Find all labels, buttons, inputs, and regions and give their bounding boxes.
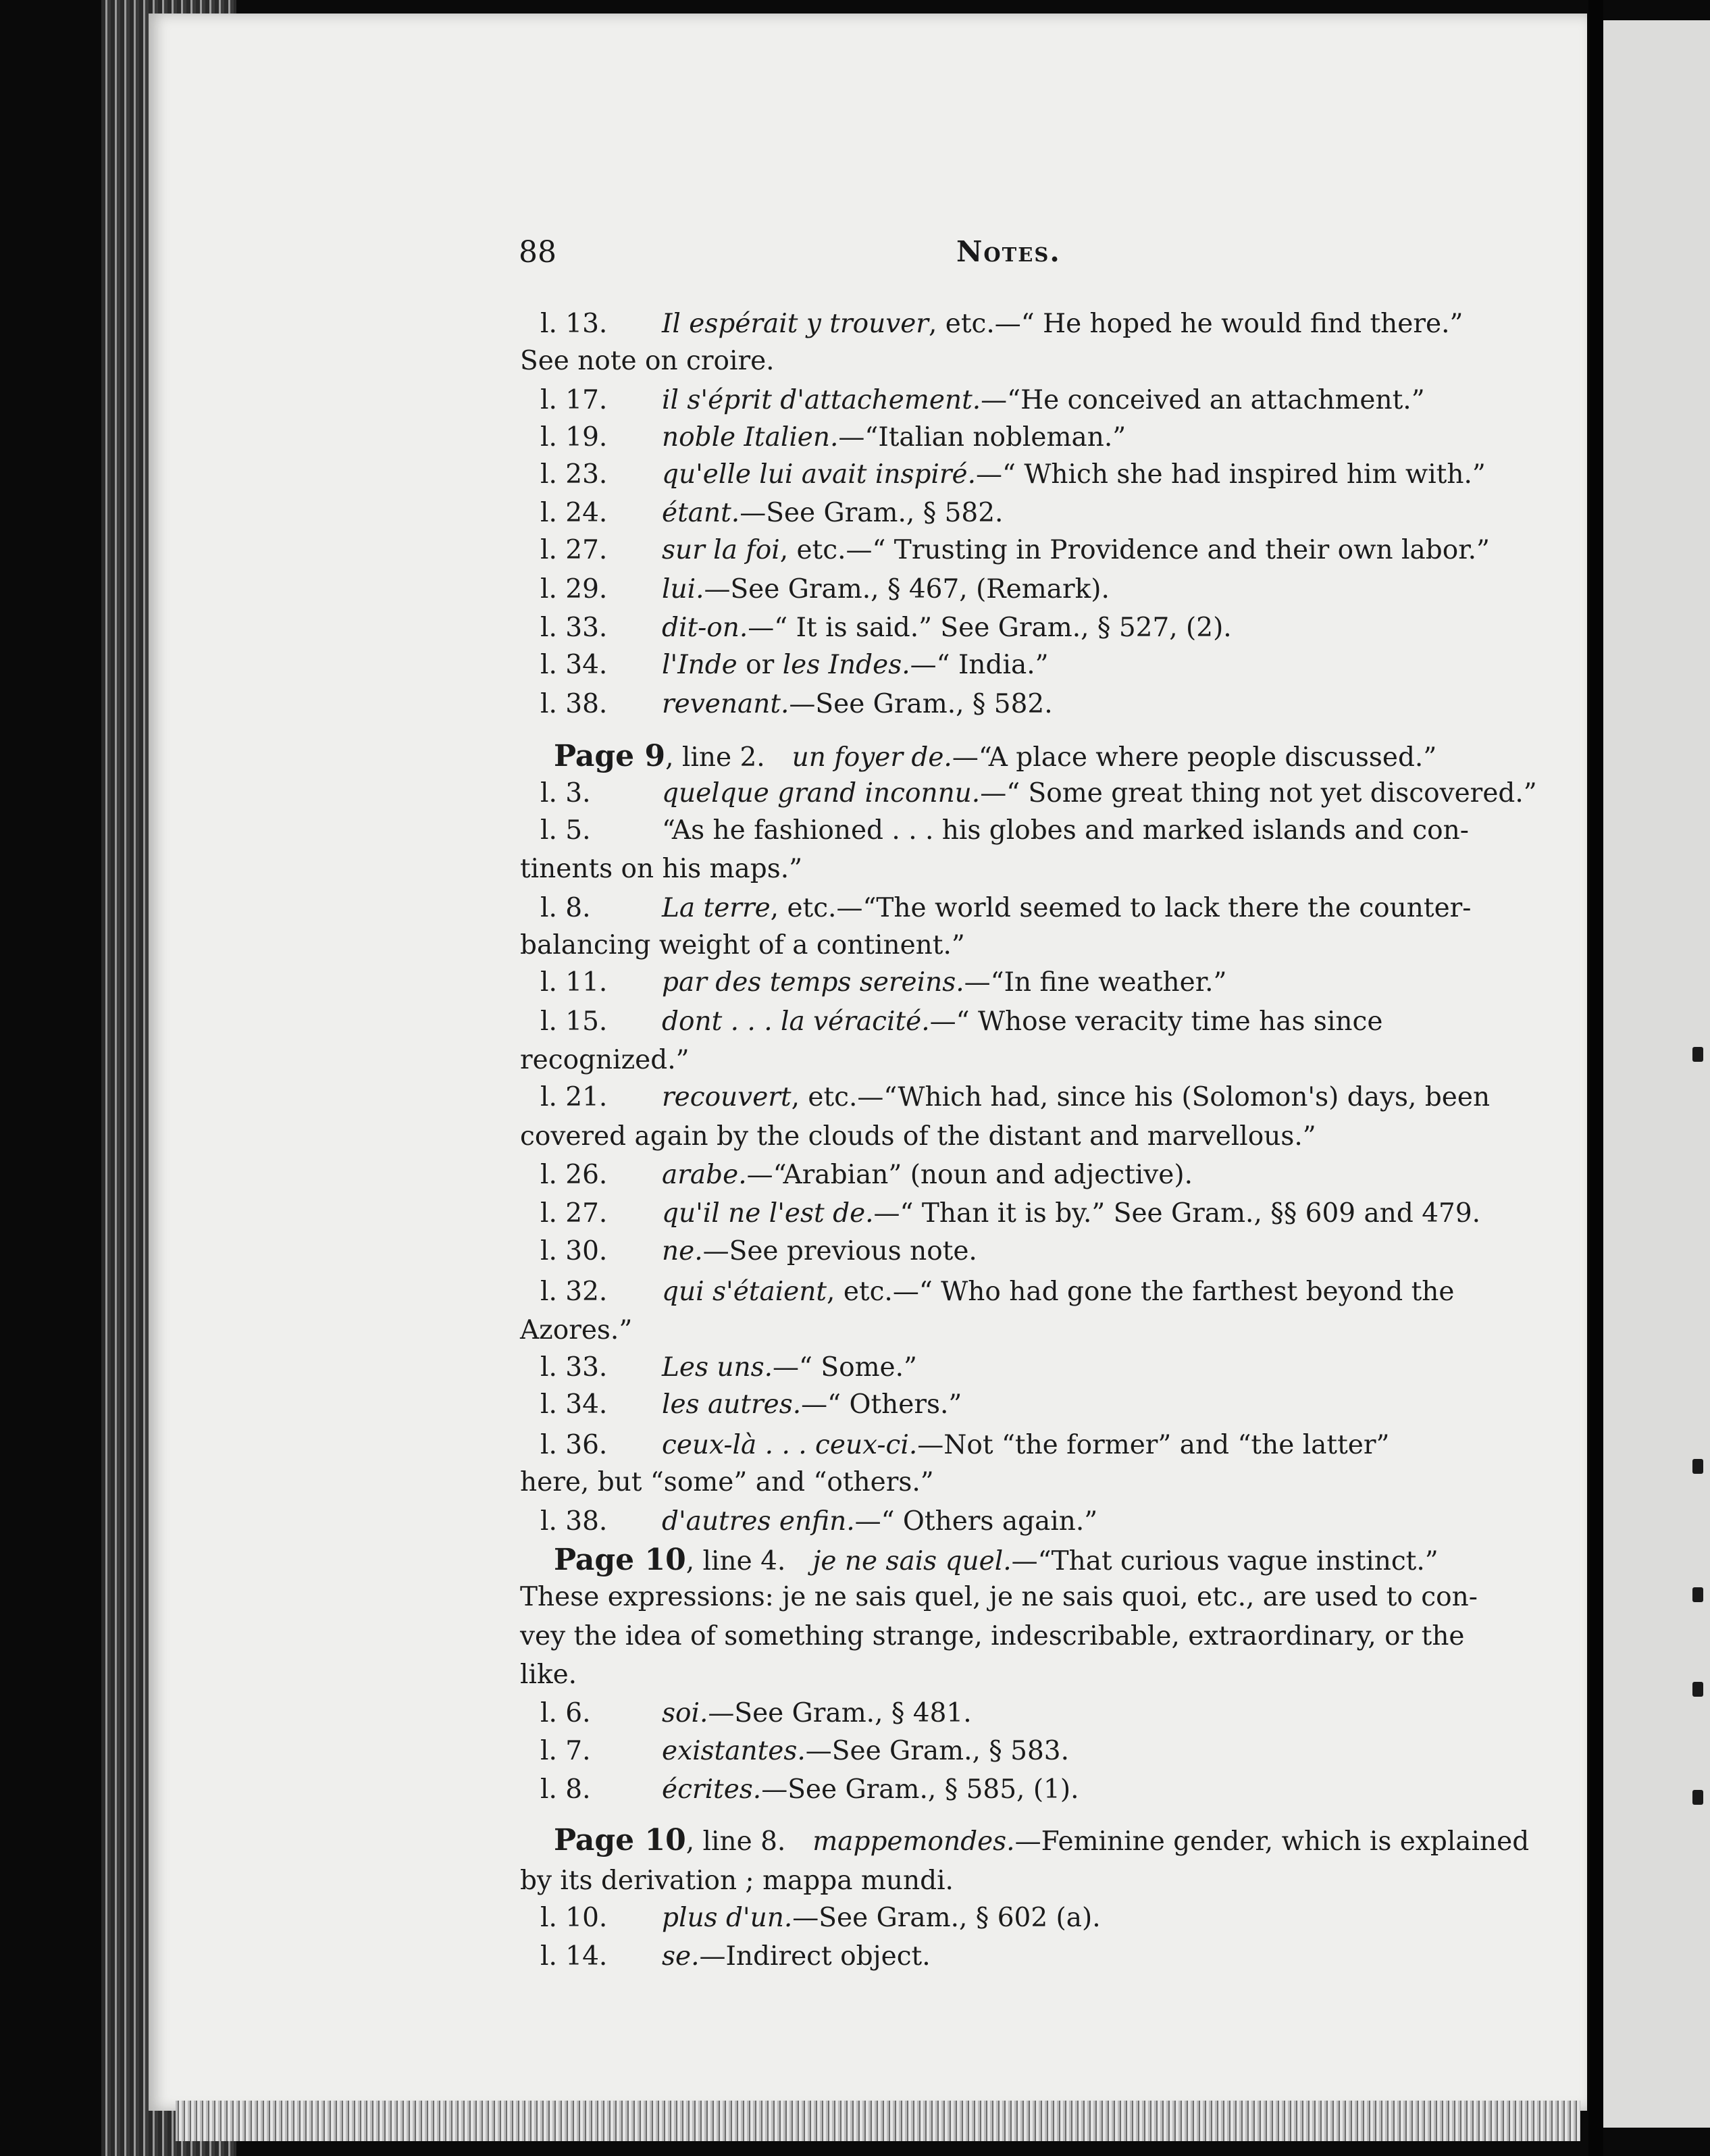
note-continuation — [520, 1120, 1513, 1154]
note-line — [540, 1005, 1533, 1039]
french-phrase: sur la foi — [662, 535, 780, 565]
note-gloss: —See Gram., § 583. — [805, 1736, 1070, 1766]
note-continuation — [520, 344, 1513, 378]
line-number: l. 29. — [540, 574, 608, 605]
note-gloss: —“ Than it is by.” See Gram., §§ 609 and 479. — [873, 1198, 1481, 1229]
facing-page — [1603, 20, 1710, 2128]
note-gloss: —See Gram., § 481. — [708, 1698, 972, 1728]
note-gloss: —“Arabian” (noun and adjective). — [746, 1160, 1193, 1190]
page-bottom-edges — [176, 2101, 1580, 2141]
french-phrase: les autres. — [662, 1389, 802, 1420]
note-line — [540, 1388, 1533, 1422]
line-reference: , line 8. — [685, 1826, 786, 1857]
note-continuation — [520, 1466, 1513, 1499]
line-number: l. 19. — [540, 422, 608, 453]
note-gloss: —“ Whose veracity time has since — [929, 1006, 1383, 1037]
note-continuation — [520, 852, 1513, 886]
note-gloss: —“That curious vague instinct.” — [1011, 1546, 1439, 1576]
line-number: l. 27. — [540, 535, 608, 565]
french-phrase: qu'il ne l'est de. — [662, 1198, 874, 1229]
french-phrase: un foyer de. — [792, 742, 952, 773]
book-gutter — [1588, 0, 1603, 2156]
note-line — [540, 1158, 1533, 1192]
french-phrase: étant. — [662, 498, 740, 528]
note-gloss: —“ Others again.” — [854, 1506, 1098, 1537]
note-line — [540, 688, 1533, 721]
facing-page-mark — [1692, 1682, 1703, 1697]
french-phrase: noble Italien. — [662, 422, 839, 453]
note-line — [540, 1901, 1533, 1935]
line-number: l. 33. — [540, 1352, 608, 1383]
french-phrase: il s'éprit d'attachement. — [662, 385, 981, 415]
note-gloss: —“Italian nobleman.” — [838, 422, 1126, 453]
note-gloss: —“ Which she had inspired him with.” — [976, 459, 1486, 490]
note-line — [540, 1197, 1533, 1231]
line-number: l. 11. — [540, 967, 608, 998]
page-heading-note — [554, 1824, 1547, 1859]
note-continuation — [520, 1658, 1513, 1692]
note-line — [540, 1235, 1533, 1268]
note-gloss: , etc.—“Which had, since his (Solomon's) days, been — [791, 1082, 1491, 1112]
note-gloss: —See Gram., § 602 (a). — [792, 1903, 1101, 1933]
line-number: l. 32. — [540, 1277, 608, 1307]
facing-page-mark — [1692, 1587, 1703, 1602]
page-reference: Page 10 — [554, 1823, 686, 1857]
french-phrase: arabe. — [662, 1160, 747, 1190]
line-number: l. 38. — [540, 1506, 608, 1537]
line-number: l. 8. — [540, 1774, 591, 1805]
note-line — [540, 1735, 1533, 1768]
line-reference: , line 4. — [685, 1546, 786, 1576]
note-continuation — [520, 1314, 1513, 1348]
note-line — [540, 892, 1533, 925]
french-phrase: les Indes. — [782, 650, 910, 680]
note-gloss: or — [737, 650, 783, 680]
note-continuation-text: Azores.” — [520, 1315, 633, 1345]
note-continuation-text: tinents on his maps.” — [520, 854, 803, 884]
note-line — [540, 573, 1533, 607]
note-gloss: —Not “the former” and “the latter” — [917, 1430, 1390, 1460]
note-gloss: —See Gram., § 582. — [740, 498, 1004, 528]
note-gloss: —See Gram., § 585, (1). — [761, 1774, 1079, 1805]
line-number: l. 30. — [540, 1236, 608, 1266]
french-phrase: recouvert — [662, 1082, 792, 1112]
french-phrase: par des temps sereins. — [662, 967, 964, 998]
line-number: l. 14. — [540, 1941, 608, 1972]
french-phrase: dont . . . la véracité. — [662, 1006, 930, 1037]
french-phrase: l'Inde — [662, 650, 737, 680]
french-phrase: plus d'un. — [662, 1903, 793, 1933]
french-phrase: mappemondes. — [812, 1826, 1015, 1857]
line-number: l. 21. — [540, 1082, 608, 1112]
note-line — [540, 1773, 1533, 1807]
note-gloss: —“He conceived an attachment.” — [981, 385, 1425, 415]
note-line — [540, 1275, 1533, 1309]
note-line — [540, 1940, 1533, 1974]
note-continuation-text: vey the idea of something strange, indescribable, extraordinary, or the — [520, 1621, 1465, 1651]
note-continuation — [520, 1044, 1513, 1077]
line-number: l. 5. — [540, 815, 591, 846]
page-reference: Page 9 — [554, 739, 666, 773]
note-continuation — [520, 1864, 1513, 1898]
note-continuation-text: recognized.” — [520, 1045, 690, 1075]
line-number: l. 38. — [540, 689, 608, 719]
line-number: l. 17. — [540, 385, 608, 415]
french-phrase: Les uns. — [662, 1352, 773, 1383]
french-phrase: d'autres enfin. — [662, 1506, 855, 1537]
note-continuation-text: like. — [520, 1660, 577, 1690]
french-phrase: ceux-là . . . ceux-ci. — [662, 1430, 918, 1460]
note-line — [540, 1697, 1533, 1730]
page-reference: Page 10 — [554, 1543, 686, 1577]
note-line — [540, 1351, 1533, 1385]
facing-page-mark — [1692, 1459, 1703, 1474]
note-line — [540, 814, 1533, 848]
note-line — [540, 966, 1533, 1000]
line-number: l. 23. — [540, 459, 608, 490]
note-continuation — [520, 929, 1513, 962]
french-phrase: quelque grand inconnu. — [662, 778, 981, 808]
note-gloss: —“A place where people discussed.” — [952, 742, 1437, 773]
note-continuation — [520, 1620, 1513, 1653]
french-phrase: revenant. — [662, 689, 789, 719]
note-gloss: , etc.—“ He hoped he would find there.” — [928, 309, 1463, 339]
french-phrase: qu'elle lui avait inspiré. — [662, 459, 977, 490]
french-phrase: La terre — [662, 893, 771, 923]
note-line — [540, 307, 1533, 341]
note-continuation-text: These expressions: je ne sais quel, je ne sais quoi, etc., are used to con- — [520, 1582, 1478, 1612]
note-gloss: —“ Some.” — [773, 1352, 917, 1383]
page-heading-note — [554, 1543, 1547, 1578]
french-phrase: se. — [662, 1941, 700, 1972]
line-number: l. 13. — [540, 309, 608, 339]
page-header — [519, 235, 1194, 276]
note-gloss: —“ India.” — [910, 650, 1049, 680]
note-gloss: , etc.—“ Who had gone the farthest beyond the — [827, 1277, 1455, 1307]
line-number: l. 34. — [540, 1389, 608, 1420]
note-continuation-text: See note on croire. — [520, 346, 775, 376]
line-reference: , line 2. — [665, 742, 765, 773]
french-phrase: existantes. — [662, 1736, 806, 1766]
note-line — [540, 534, 1533, 567]
note-gloss: , etc.—“The world seemed to lack there the counter- — [770, 893, 1472, 923]
line-number: l. 10. — [540, 1903, 608, 1933]
line-number: l. 33. — [540, 613, 608, 643]
line-number: l. 26. — [540, 1160, 608, 1190]
note-gloss: —See Gram., § 467, (Remark). — [704, 574, 1110, 605]
french-phrase: lui. — [662, 574, 704, 605]
page-heading-note — [554, 740, 1547, 775]
line-number: l. 6. — [540, 1698, 591, 1728]
line-number: l. 3. — [540, 778, 591, 808]
note-continuation-text: here, but “some” and “others.” — [520, 1467, 934, 1497]
note-gloss: —“ Others.” — [801, 1389, 962, 1420]
note-gloss: —Feminine gender, which is explained — [1014, 1826, 1530, 1857]
page-number: 88 — [519, 235, 556, 270]
note-line — [540, 458, 1533, 492]
note-line — [540, 1081, 1533, 1114]
note-gloss: —See Gram., § 582. — [789, 689, 1053, 719]
note-continuation-text: by its derivation ; mappa mundi. — [520, 1866, 954, 1896]
french-phrase: soi. — [662, 1698, 708, 1728]
note-continuation — [520, 1581, 1513, 1614]
french-phrase: je ne sais quel. — [812, 1546, 1012, 1576]
note-line — [540, 648, 1533, 682]
line-number: l. 34. — [540, 650, 608, 680]
french-phrase: Il espérait y trouver — [662, 309, 929, 339]
note-gloss: , etc.—“ Trusting in Providence and their own labor.” — [779, 535, 1490, 565]
note-line — [540, 496, 1533, 530]
french-phrase: écrites. — [662, 1774, 762, 1805]
note-gloss: —“ It is said.” See Gram., § 527, (2). — [748, 613, 1232, 643]
note-line — [540, 421, 1533, 455]
line-number: l. 7. — [540, 1736, 591, 1766]
note-gloss: —“In fine weather.” — [964, 967, 1227, 998]
note-line — [540, 777, 1537, 811]
note-continuation-text: covered again by the clouds of the distant and marvellous.” — [520, 1121, 1316, 1152]
line-number: l. 24. — [540, 498, 608, 528]
line-number: l. 8. — [540, 893, 591, 923]
note-line — [540, 384, 1533, 417]
note-line — [540, 1429, 1533, 1462]
facing-page-mark — [1692, 1047, 1703, 1062]
running-head: Notes. — [956, 235, 1061, 268]
note-gloss: —See previous note. — [702, 1236, 977, 1266]
note-gloss: —“ Some great thing not yet discovered.” — [980, 778, 1537, 808]
french-phrase: qui s'étaient — [662, 1277, 827, 1307]
line-number: l. 27. — [540, 1198, 608, 1229]
note-gloss: —Indirect object. — [699, 1941, 931, 1972]
note-continuation-text: balancing weight of a continent.” — [520, 930, 965, 960]
line-number: l. 15. — [540, 1006, 608, 1037]
french-phrase: ne. — [662, 1236, 703, 1266]
note-line — [540, 1505, 1533, 1539]
facing-page-mark — [1692, 1790, 1703, 1805]
line-number: l. 36. — [540, 1430, 608, 1460]
note-line — [540, 611, 1533, 645]
note-gloss: “As he fashioned . . . his globes and marked islands and con- — [662, 815, 1469, 846]
french-phrase: dit-on. — [662, 613, 748, 643]
